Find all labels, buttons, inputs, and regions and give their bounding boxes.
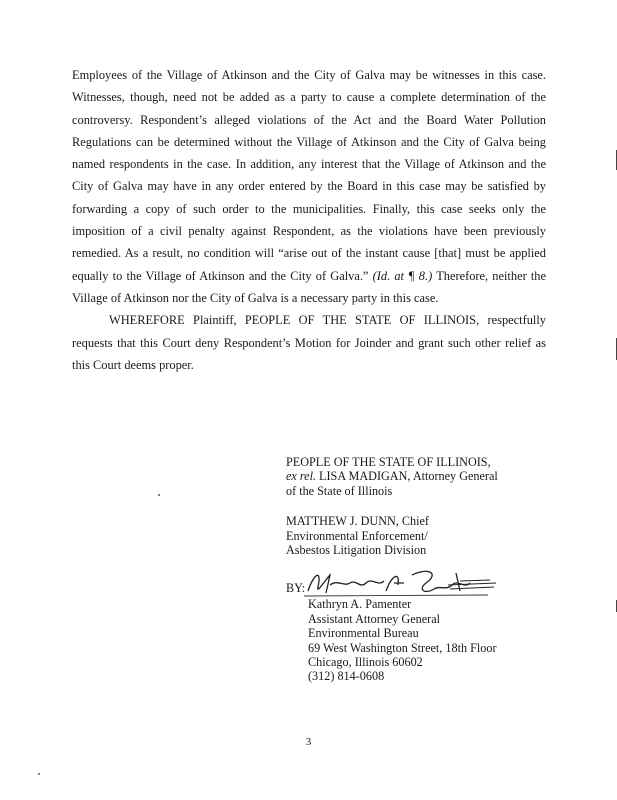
bureau: Environmental Bureau [308, 626, 419, 641]
ex-rel-line [286, 469, 576, 483]
signer-title: Assistant Attorney General [308, 611, 441, 626]
state-line: of the State of Illinois [286, 483, 393, 498]
ex-rel-prefix: ex rel. [286, 469, 316, 484]
division-line-2: Asbestos Litigation Division [286, 543, 427, 558]
phone-number: (312) 814-0608 [308, 669, 385, 684]
attorney-general: LISA MADIGAN, Attorney General [319, 469, 498, 484]
page-number: 3 [305, 736, 312, 748]
signer-name: Kathryn A. Pamenter [308, 597, 412, 612]
paragraph-text: Employees of the Village of Atkinson and the City of Galva may be witnesses in this case. Witnesses, though, need not be added as a party to cause a complete determination of the controversy. Respondent’s alleged violations of the Act and the Board Water Pollution Regulations can be determined without the Village of Atkinson and the City of Galva being named respondents in the case. In addition, any interest that the Village of Atkinson and the City of Galva may have in any order entered by the Board in this case may be satisfied by forwarding a copy of such order to the municipalities. Finally, this case seeks only the imposition of a civil penalty against Respondent, as the violations have been previously remedied. As a result, no condition will “arise out of the instant cause [that] must be applied equally to the Village of Atkinson and the City of Galva.” [72, 68, 546, 283]
by-row [286, 575, 576, 597]
citation: (Id. at ¶ 8.) [372, 268, 433, 283]
wherefore-paragraph: WHEREFORE Plaintiff, PEOPLE OF THE STATE OF ILLINOIS, respectfully requests that this Court deny Respondent’s Motion for Joinder and grant such other relief as this Court deems proper. [72, 313, 546, 372]
street-address: 69 West Washington Street, 18th Floor [308, 640, 497, 655]
document-body [72, 64, 546, 376]
handwritten-signature [300, 565, 500, 599]
city-address: Chicago, Illinois 60602 [308, 655, 423, 670]
signature-block [286, 455, 576, 684]
party-name: PEOPLE OF THE STATE OF ILLINOIS, [286, 455, 491, 469]
paragraph-necessary-party [72, 64, 546, 309]
division-line-1: Environmental Enforcement/ [286, 528, 428, 543]
chief-name: MATTHEW J. DUNN, Chief [286, 514, 429, 529]
signer-info [286, 597, 576, 683]
scan-speck [158, 494, 160, 496]
scan-speck [38, 773, 40, 775]
paragraph-conclusion: Therefore, neither the Village of Atkinson nor the City of Galva is a necessary party in this case. [72, 268, 547, 305]
by-label: BY: [286, 581, 306, 596]
